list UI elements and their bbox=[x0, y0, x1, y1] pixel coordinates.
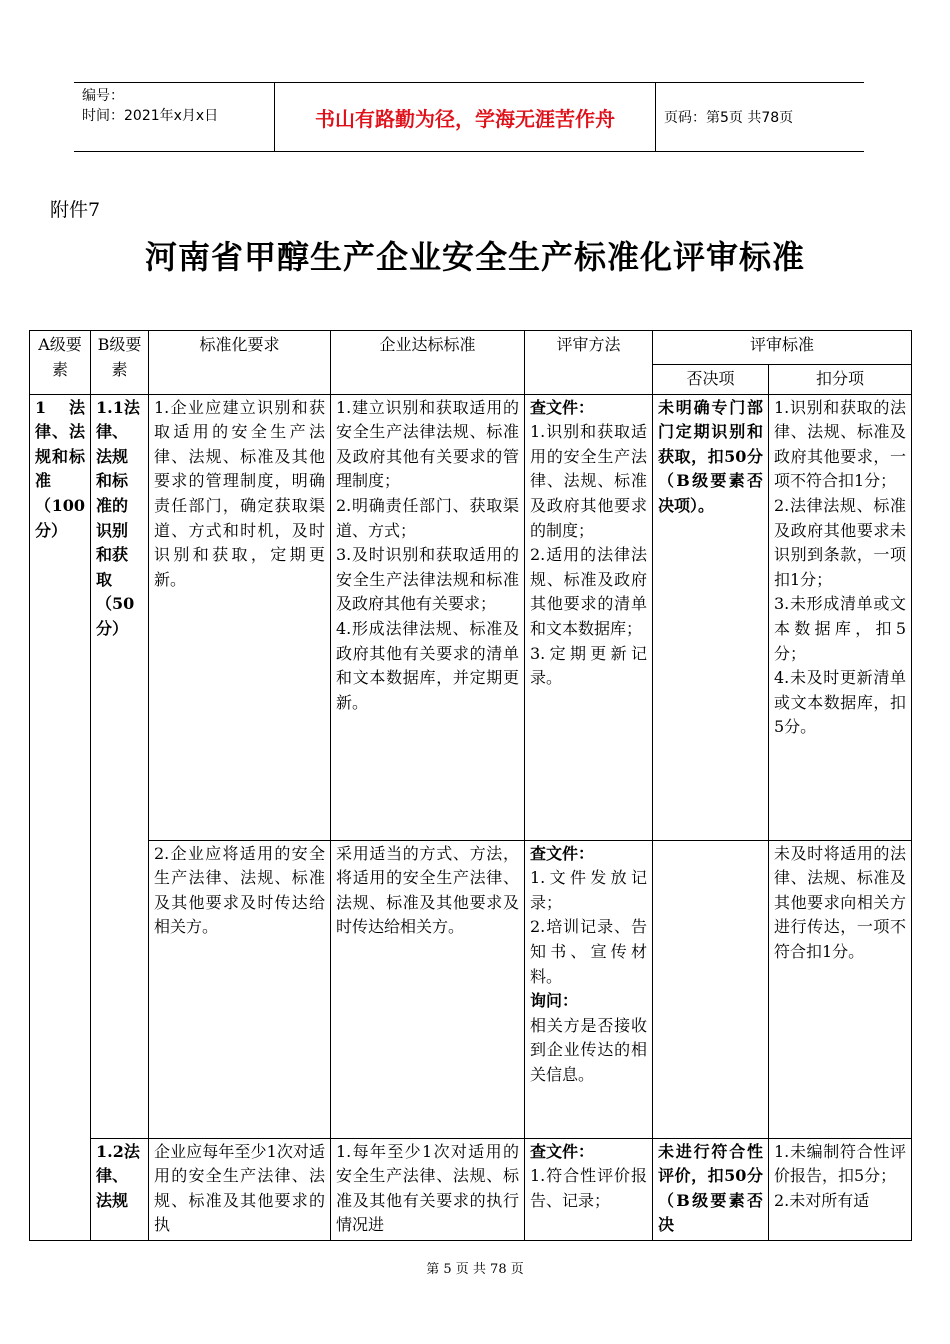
method-cell-1 bbox=[525, 394, 653, 840]
header-a-element: A级要素 bbox=[30, 331, 91, 395]
deduct-item: 2.法律法规、标准及政府其他要求未识别到条款，一项扣1分； bbox=[774, 495, 907, 589]
method-heading: 查文件： bbox=[530, 1141, 595, 1161]
b-element-cell-2: 1.2法律、法规 bbox=[91, 1138, 149, 1240]
document-title: 河南省甲醇生产企业安全生产标准化评审标准 bbox=[144, 238, 805, 276]
page-footer: 第 5 页 共 78 页 bbox=[426, 1262, 524, 1277]
standard-cell-3: 1.每年至少1次对适用的安全生产法律、法规、标准及其他有关要求的执行情况进 bbox=[331, 1138, 525, 1240]
method-item: 2.适用的法律法规、标准及政府其他要求的清单和文本数据库； bbox=[530, 545, 647, 638]
veto-cell-1: 未明确专门部门定期识别和获取，扣50分（B级要素否决项）。 bbox=[653, 394, 769, 840]
b-element-score: （50分） bbox=[96, 594, 135, 638]
requirement-cell-1: 1.企业应建立识别和获取适用的安全生产法律、法规、标准及其他要求的管理制度，明确责任部门，确定获取渠道、方式和时机，及时识别和获取，定期更新。 bbox=[149, 394, 331, 840]
header-veto: 否决项 bbox=[653, 365, 769, 395]
header-meta bbox=[74, 83, 275, 151]
header-requirement: 标准化要求 bbox=[149, 331, 331, 395]
doc-time-label: 时间：2021年x月x日 bbox=[82, 108, 219, 124]
method-heading: 查文件： bbox=[530, 397, 595, 417]
veto-cell-2 bbox=[653, 840, 769, 1138]
method-item: 3.定期更新记录。 bbox=[530, 643, 647, 688]
page-header bbox=[74, 82, 864, 152]
deduct-cell-3 bbox=[769, 1138, 912, 1240]
header-motto: 书山有路勤为径，学海无涯苦作舟 bbox=[275, 83, 656, 151]
method-heading: 询问： bbox=[530, 991, 579, 1011]
deduct-cell-2: 未及时将适用的法律、法规、标准及其他要求向相关方进行传达，一项不符合扣1分。 bbox=[769, 840, 912, 1138]
deduct-item: 4.未及时更新清单或文本数据库，扣5分。 bbox=[774, 668, 907, 737]
b-element-label: 1.1法律、法规和标准的识别和获取 bbox=[96, 397, 140, 589]
method-heading: 查文件： bbox=[530, 843, 595, 863]
header-b-element: B级要素 bbox=[91, 331, 149, 395]
standard-cell-1 bbox=[331, 394, 525, 840]
method-item: 相关方是否接收到企业传达的相关信息。 bbox=[530, 1015, 647, 1084]
deduct-item: 2.未对所有适 bbox=[774, 1190, 870, 1210]
b-element-cell-1 bbox=[91, 394, 149, 1138]
requirement-cell-2: 2.企业应将适用的安全生产法律、法规、标准及其他要求及时传达给相关方。 bbox=[149, 840, 331, 1138]
header-method: 评审方法 bbox=[525, 331, 653, 395]
deduct-item: 1.识别和获取的法律、法规、标准及政府其他要求，一项不符合扣1分； bbox=[774, 397, 907, 491]
method-item: 1.符合性评价报告、记录； bbox=[530, 1166, 647, 1210]
a-element-cell: 1 法律、法规和标准（100分） bbox=[30, 394, 91, 1240]
deduct-cell-1 bbox=[769, 394, 912, 840]
evaluation-table bbox=[29, 330, 912, 1241]
deduct-item: 1.未编制符合性评价报告，扣5分； bbox=[774, 1141, 907, 1186]
requirement-cell-3: 企业应每年至少1次对适用的安全生产法律、法规、标准及其他要求的执 bbox=[149, 1138, 331, 1240]
header-deduct: 扣分项 bbox=[769, 365, 912, 395]
attachment-label: 附件7 bbox=[50, 199, 101, 221]
method-item: 1.识别和获取适用的安全生产法律、法规、标准及政府其他要求的制度； bbox=[530, 422, 647, 540]
veto-cell-3: 未进行符合性评价，扣50分（B级要素否决 bbox=[653, 1138, 769, 1240]
standard-item: 2.明确责任部门、获取渠道、方式； bbox=[336, 495, 519, 540]
method-cell-2 bbox=[525, 840, 653, 1138]
deduct-item: 3.未形成清单或文本数据库，扣5分； bbox=[774, 594, 907, 663]
method-item: 1.文件发放记录； bbox=[530, 868, 647, 912]
standard-item: 4.形成法律法规、标准及政府其他有关要求的清单和文本数据库，并定期更新。 bbox=[336, 618, 519, 712]
header-standard: 企业达标标准 bbox=[331, 331, 525, 395]
header-criteria: 评审标准 bbox=[653, 331, 912, 365]
method-cell-3 bbox=[525, 1138, 653, 1240]
doc-number-label: 编号： bbox=[82, 88, 124, 104]
method-item: 2.培训记录、告知书、宣传材料。 bbox=[530, 917, 647, 986]
standard-item: 3.及时识别和获取适用的安全生产法律法规和标准及政府其他有关要求； bbox=[336, 545, 519, 614]
standard-cell-2: 采用适当的方式、方法，将适用的安全生产法律、法规、标准及其他要求及时传达给相关方。 bbox=[331, 840, 525, 1138]
header-page-info: 页码：第5页 共78页 bbox=[664, 110, 794, 126]
standard-item: 1.建立识别和获取适用的安全生产法律法规、标准及政府其他有关要求的管理制度； bbox=[336, 397, 519, 491]
